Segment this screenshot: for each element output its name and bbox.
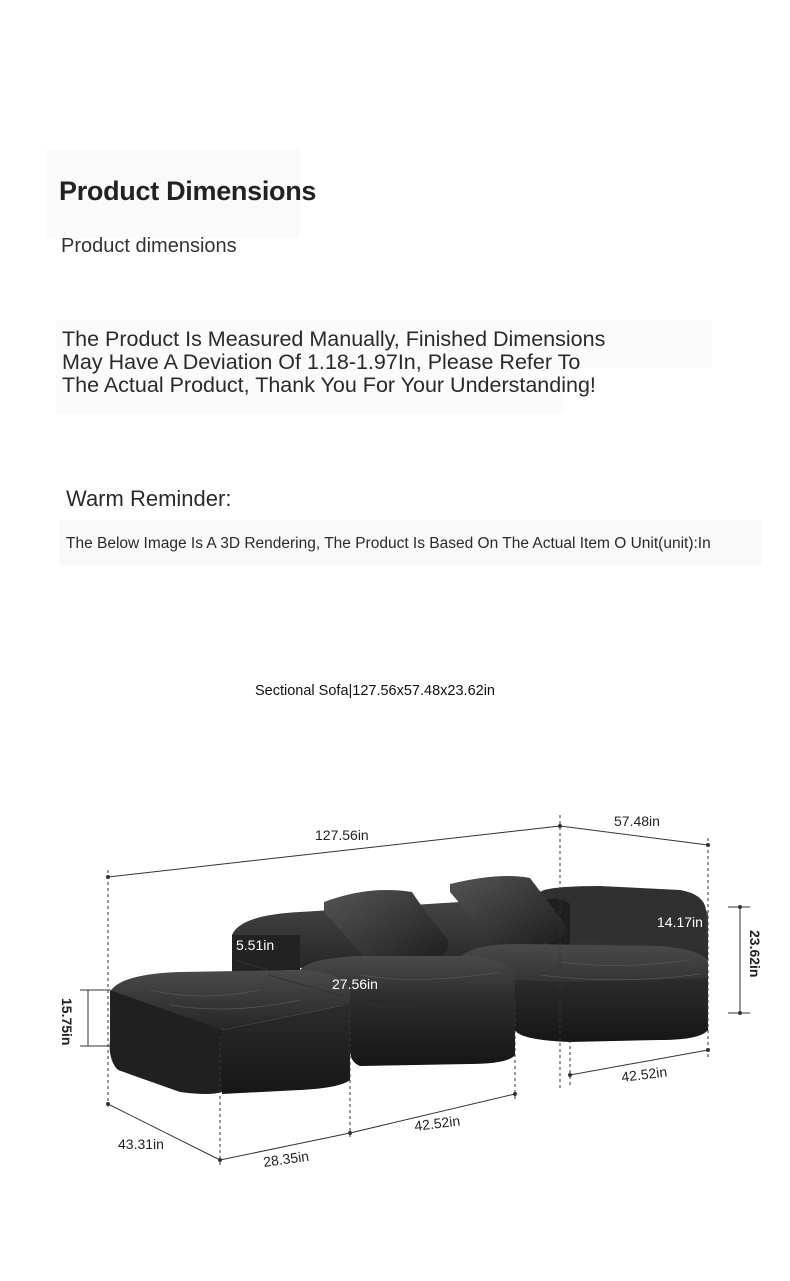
page-title: Product Dimensions [59, 176, 317, 206]
measurement-notice: The Product Is Measured Manually, Finished Dimensions May Have A Deviation Of 1.18-1.97In, Please Refer To The Actual Product, Thank You For Your Understanding! [62, 327, 606, 397]
dim-back-height: 14.17in [657, 914, 703, 930]
dim-left-width: 28.35in [262, 1147, 310, 1170]
dim-overall-length: 127.56in [315, 827, 369, 843]
dim-armrest-width: 5.51in [236, 937, 275, 953]
dim-right-width: 42.52in [620, 1063, 668, 1085]
sofa-dimension-drawing [0, 780, 790, 1200]
dim-seat-height: 15.75in [59, 998, 75, 1046]
dim-ottoman-length: 27.56in [332, 976, 378, 992]
dim-overall-height: 23.62in [747, 930, 763, 978]
product-caption: Sectional Sofa|127.56x57.48x23.62in [255, 683, 495, 699]
dim-middle-width: 42.52in [413, 1112, 461, 1134]
dim-left-depth: 43.31in [118, 1136, 164, 1152]
sofa-left-ottoman [110, 970, 350, 1094]
reminder-text: The Below Image Is A 3D Rendering, The Product Is Based On The Actual Item O Unit(unit):In [66, 535, 711, 552]
reminder-title: Warm Reminder: [66, 486, 232, 511]
dim-overall-depth: 57.48in [614, 813, 660, 829]
page-subtitle: Product dimensions [61, 235, 237, 257]
